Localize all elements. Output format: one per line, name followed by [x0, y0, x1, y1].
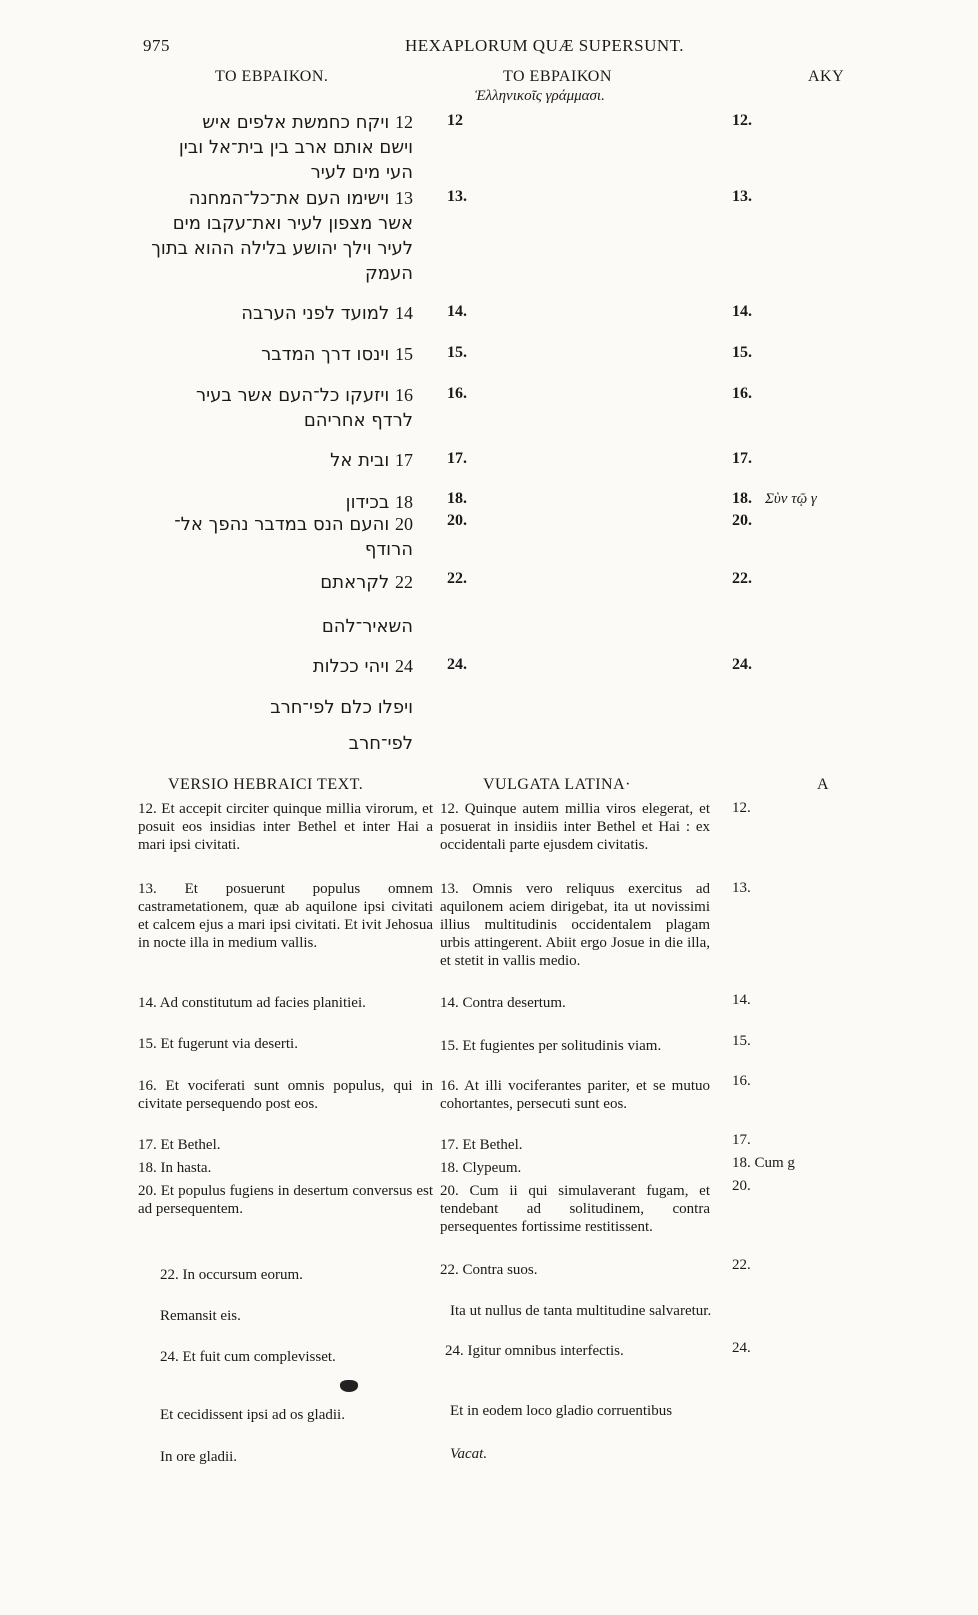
col-header-right: A — [817, 776, 830, 793]
aquila-verse-17: 17. — [732, 450, 752, 467]
versio-remansit: Remansit eis. — [160, 1308, 241, 1324]
trans-verse-24: 24. — [447, 656, 467, 673]
running-title: HEXAPLORUM QUÆ SUPERSUNT. — [405, 36, 685, 55]
right-verse-14: 14. — [732, 992, 751, 1008]
page-number: 975 — [143, 36, 170, 55]
versio-verse-18: 18. In hasta. — [138, 1160, 212, 1176]
vulgata-verse-14: 14. Contra desertum. — [440, 995, 566, 1011]
aquila-verse-13: 13. — [732, 188, 752, 205]
vulgata-cecidissent: Et in eodem loco gladio corruentibus — [450, 1403, 673, 1419]
vulgata-vacat: Vacat. — [450, 1446, 488, 1462]
vulgata-verse-24: 24. Igitur omnibus interfectis. — [445, 1343, 624, 1359]
right-verse-13: 13. — [732, 880, 751, 896]
hebrew-verse-14: 14 למועד לפני הערבה — [241, 303, 413, 324]
versio-verse-24: 24. Et fuit cum complevisset. — [160, 1349, 336, 1365]
aquila-verse-18-text: Σὺν τῷ γ — [765, 491, 817, 507]
ink-blot-ornament — [340, 1380, 358, 1392]
versio-cecidissent: Et cecidissent ipsi ad os gladii. — [160, 1407, 345, 1423]
versio-ore-gladii: In ore gladii. — [160, 1449, 238, 1465]
aquila-verse-15: 15. — [732, 344, 752, 361]
hebrew-remansit: השאיר־להם — [321, 616, 413, 637]
versio-verse-16: 16. Et vociferati sunt omnis populus, qui in civitate persequendo post eos. — [138, 1078, 433, 1112]
right-verse-16: 16. — [732, 1073, 751, 1089]
versio-verse-20: 20. Et populus fugiens in desertum conversus est ad persequentem. — [138, 1183, 433, 1217]
trans-verse-18: 18. — [447, 490, 467, 507]
col-header-aquila: ΑΚΥ — [808, 68, 845, 85]
right-verse-17: 17. — [732, 1132, 751, 1148]
aquila-verse-24: 24. — [732, 656, 752, 673]
trans-verse-14: 14. — [447, 303, 467, 320]
aquila-verse-14: 14. — [732, 303, 752, 320]
aquila-verse-22: 22. — [732, 570, 752, 587]
versio-verse-14: 14. Ad constitutum ad facies planitiei. — [138, 995, 366, 1011]
right-verse-20: 20. — [732, 1178, 751, 1194]
aquila-verse-12: 12. — [732, 112, 752, 129]
hebrew-verse-12: 12 ויקח כחמשת אלפים איש וישם אותם ארב בין בית־אל ובין העי מים לעיר — [178, 112, 413, 183]
hebrew-verse-17: 17 ובית אל — [330, 450, 413, 471]
aquila-verse-18: 18. — [732, 490, 752, 507]
aquila-verse-20: 20. — [732, 512, 752, 529]
right-verse-12: 12. — [732, 800, 751, 816]
right-verse-15: 15. — [732, 1033, 751, 1049]
right-verse-24: 24. — [732, 1340, 751, 1356]
versio-verse-15: 15. Et fugerunt via deserti. — [138, 1036, 298, 1052]
vulgata-verse-13: 13. Omnis vero reliquus exercitus ad aquilonem aciem dirigebat, ita ut novissimi illius multitudinis occidentalem plagam urbis attingerent. Abiit ergo Josue in die illa, et stetit in vallis medio. — [440, 881, 710, 969]
versio-verse-17: 17. Et Bethel. — [138, 1137, 221, 1153]
col-header-vulgata: VULGATA LATINA· — [483, 776, 631, 793]
vulgata-verse-22: 22. Contra suos. — [440, 1262, 538, 1278]
trans-verse-12: 12 — [447, 112, 463, 129]
trans-verse-20: 20. — [447, 512, 467, 529]
hebrew-verse-22: 22 לקראתם — [320, 572, 413, 593]
versio-verse-22: 22. In occursum eorum. — [160, 1267, 303, 1283]
verse-number: 12 — [395, 112, 413, 132]
col-header-transliteration-sub: Ἑλληνικοῖς γράμμασι. — [475, 88, 605, 104]
trans-verse-17: 17. — [447, 450, 467, 467]
hebrew-verse-16: 16 ויזעקו כל־העם אשר בעיר לרדף אחריהם — [195, 385, 413, 431]
col-header-hebrew: ΤΟ ΕΒΡΑΙΚΟΝ. — [215, 68, 329, 85]
versio-verse-12: 12. Et accepit circiter quinque millia virorum, et posuit eos insidias inter Bethel et inter Hai a mari ipsi civitati. — [138, 801, 433, 853]
hebrew-verse-15: 15 וינסו דרך המדבר — [261, 344, 413, 365]
hebrew-verse-18: 18 בכידון — [345, 492, 413, 513]
col-header-versio: VERSIO HEBRAICI TEXT. — [168, 776, 364, 793]
vulgata-verse-20: 20. Cum ii qui simulaverant fugam, et tendebant ad solitudinem, contra persequentes fortissime restitissent. — [440, 1183, 710, 1235]
vulgata-remansit: Ita ut nullus de tanta multitudine salvaretur. — [450, 1303, 712, 1319]
vulgata-verse-16: 16. At illi vociferantes pariter, et se mutuo cohortantes, persecuti sunt eos. — [440, 1078, 710, 1112]
versio-verse-13: 13. Et posuerunt populus omnem castrametationem, quæ ab aquilone ipsi civitati et calcem ejus a mari ipsi civitati. Et ivit Jehosua in nocte illa in medium vallis. — [138, 881, 433, 951]
trans-verse-16: 16. — [447, 385, 467, 402]
hebrew-verse-24: 24 ויהי ככלות — [312, 656, 413, 677]
trans-verse-22: 22. — [447, 570, 467, 587]
hebrew-verse-13: 13 וישימו העם את־כל־המחנה אשר מצפון לעיר ואת־עקבו מים לעיר וילך יהושע בלילה ההוא בתוך העמק — [151, 188, 413, 284]
hebrew-cecidissent: ויפלו כלם לפי־חרב — [270, 697, 413, 718]
hebrew-ore-gladii: לפי־חרב — [348, 733, 413, 754]
vulgata-verse-18: 18. Clypeum. — [440, 1160, 522, 1176]
vulgata-verse-12: 12. Quinque autem millia viros elegerat, et posuerat in insidiis inter Bethel et Hai : ex occidentali parte ejusdem civitatis. — [440, 801, 710, 853]
hebrew-verse-20: 20 והעם הנס במדבר נהפך אל־ הרודף — [174, 514, 413, 560]
right-verse-22: 22. — [732, 1257, 751, 1273]
col-header-transliteration: ΤΟ ΕΒΡΑΙΚΟΝ — [503, 68, 612, 85]
vulgata-verse-17: 17. Et Bethel. — [440, 1137, 523, 1153]
right-verse-18: 18. Cum g — [732, 1155, 795, 1171]
vulgata-verse-15: 15. Et fugientes per solitudinis viam. — [440, 1038, 662, 1054]
aquila-verse-16: 16. — [732, 385, 752, 402]
trans-verse-15: 15. — [447, 344, 467, 361]
trans-verse-13: 13. — [447, 188, 467, 205]
